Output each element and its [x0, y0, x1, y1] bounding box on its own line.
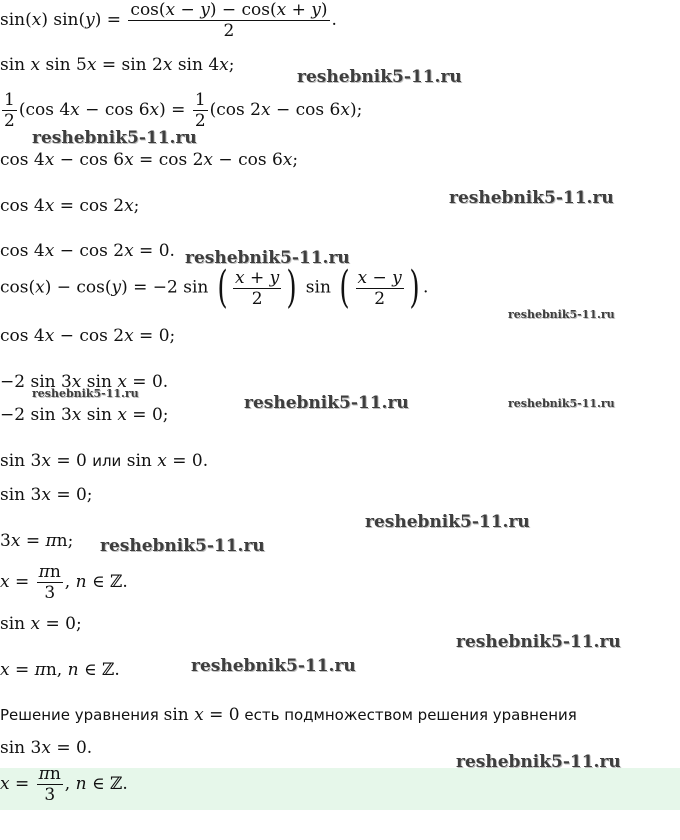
equation-step-halves: $\frac{1}{2}$ (cos 4x − cos 6x) = $\frac{1}{2}$ (cos 2x − cos 6x);	[4, 90, 363, 131]
final-answer: x = $\frac{\pi n}{3}$ , n ∈ ℤ.	[0, 764, 128, 805]
watermark: reshebnik5-11.ru	[32, 387, 139, 400]
equation-step-7: −2 sin 3x sin x = 0.	[0, 372, 169, 392]
watermark: reshebnik5-11.ru	[508, 397, 615, 410]
solution-set-1: x = $\frac{\pi n}{3}$ , n ∈ ℤ.	[0, 562, 128, 603]
watermark: reshebnik5-11.ru	[244, 393, 409, 413]
equation-step-or: sin 3x = 0 или sin x = 0.	[0, 451, 209, 471]
watermark: reshebnik5-11.ru	[365, 512, 530, 532]
watermark: reshebnik5-11.ru	[191, 656, 356, 676]
subset-note: Решение уравнения sin x = 0 есть подмножеством решения уравнения	[0, 705, 577, 725]
equation-given: sin x sin 5x = sin 2x sin 4x;	[0, 55, 235, 75]
note-after: есть подмножеством решения уравнения	[244, 706, 577, 724]
watermark: reshebnik5-11.ru	[32, 128, 197, 148]
solution-set-2: x = πn, n ∈ ℤ.	[0, 660, 120, 680]
watermark: reshebnik5-11.ru	[508, 308, 615, 321]
equation-step-3: cos 4x − cos 6x = cos 2x − cos 6x;	[0, 150, 299, 170]
identity-product-sines: sin(x) sin(y) = $\frac{\cos(x - y) - \cos(x + y)}{2}$ .	[0, 0, 337, 41]
watermark: reshebnik5-11.ru	[185, 248, 350, 268]
note-before: Решение уравнения	[0, 706, 159, 724]
equation-step-5: cos 4x − cos 2x = 0.	[0, 241, 175, 261]
equation-step-6: cos 4x − cos 2x = 0;	[0, 326, 176, 346]
equation-3x-pin: 3x = πn;	[0, 531, 74, 551]
watermark: reshebnik5-11.ru	[297, 67, 462, 87]
equation-sinx: sin x = 0;	[0, 614, 82, 634]
equation-step-8: −2 sin 3x sin x = 0;	[0, 405, 169, 425]
equation-step-4: cos 4x = cos 2x;	[0, 196, 140, 216]
watermark: reshebnik5-11.ru	[449, 188, 614, 208]
watermark: reshebnik5-11.ru	[100, 536, 265, 556]
equation-sin3x-final: sin 3x = 0.	[0, 738, 93, 758]
equation-sin3x: sin 3x = 0;	[0, 485, 93, 505]
identity-difference-cosines: cos(x) − cos(y) = −2 sin ( $\frac{x + y}{2}$ ) sin ( $\frac{x - y}{2}$ ) .	[0, 262, 429, 313]
watermark: reshebnik5-11.ru	[456, 632, 621, 652]
watermark: reshebnik5-11.ru	[456, 752, 621, 772]
or-word: или	[92, 452, 122, 470]
